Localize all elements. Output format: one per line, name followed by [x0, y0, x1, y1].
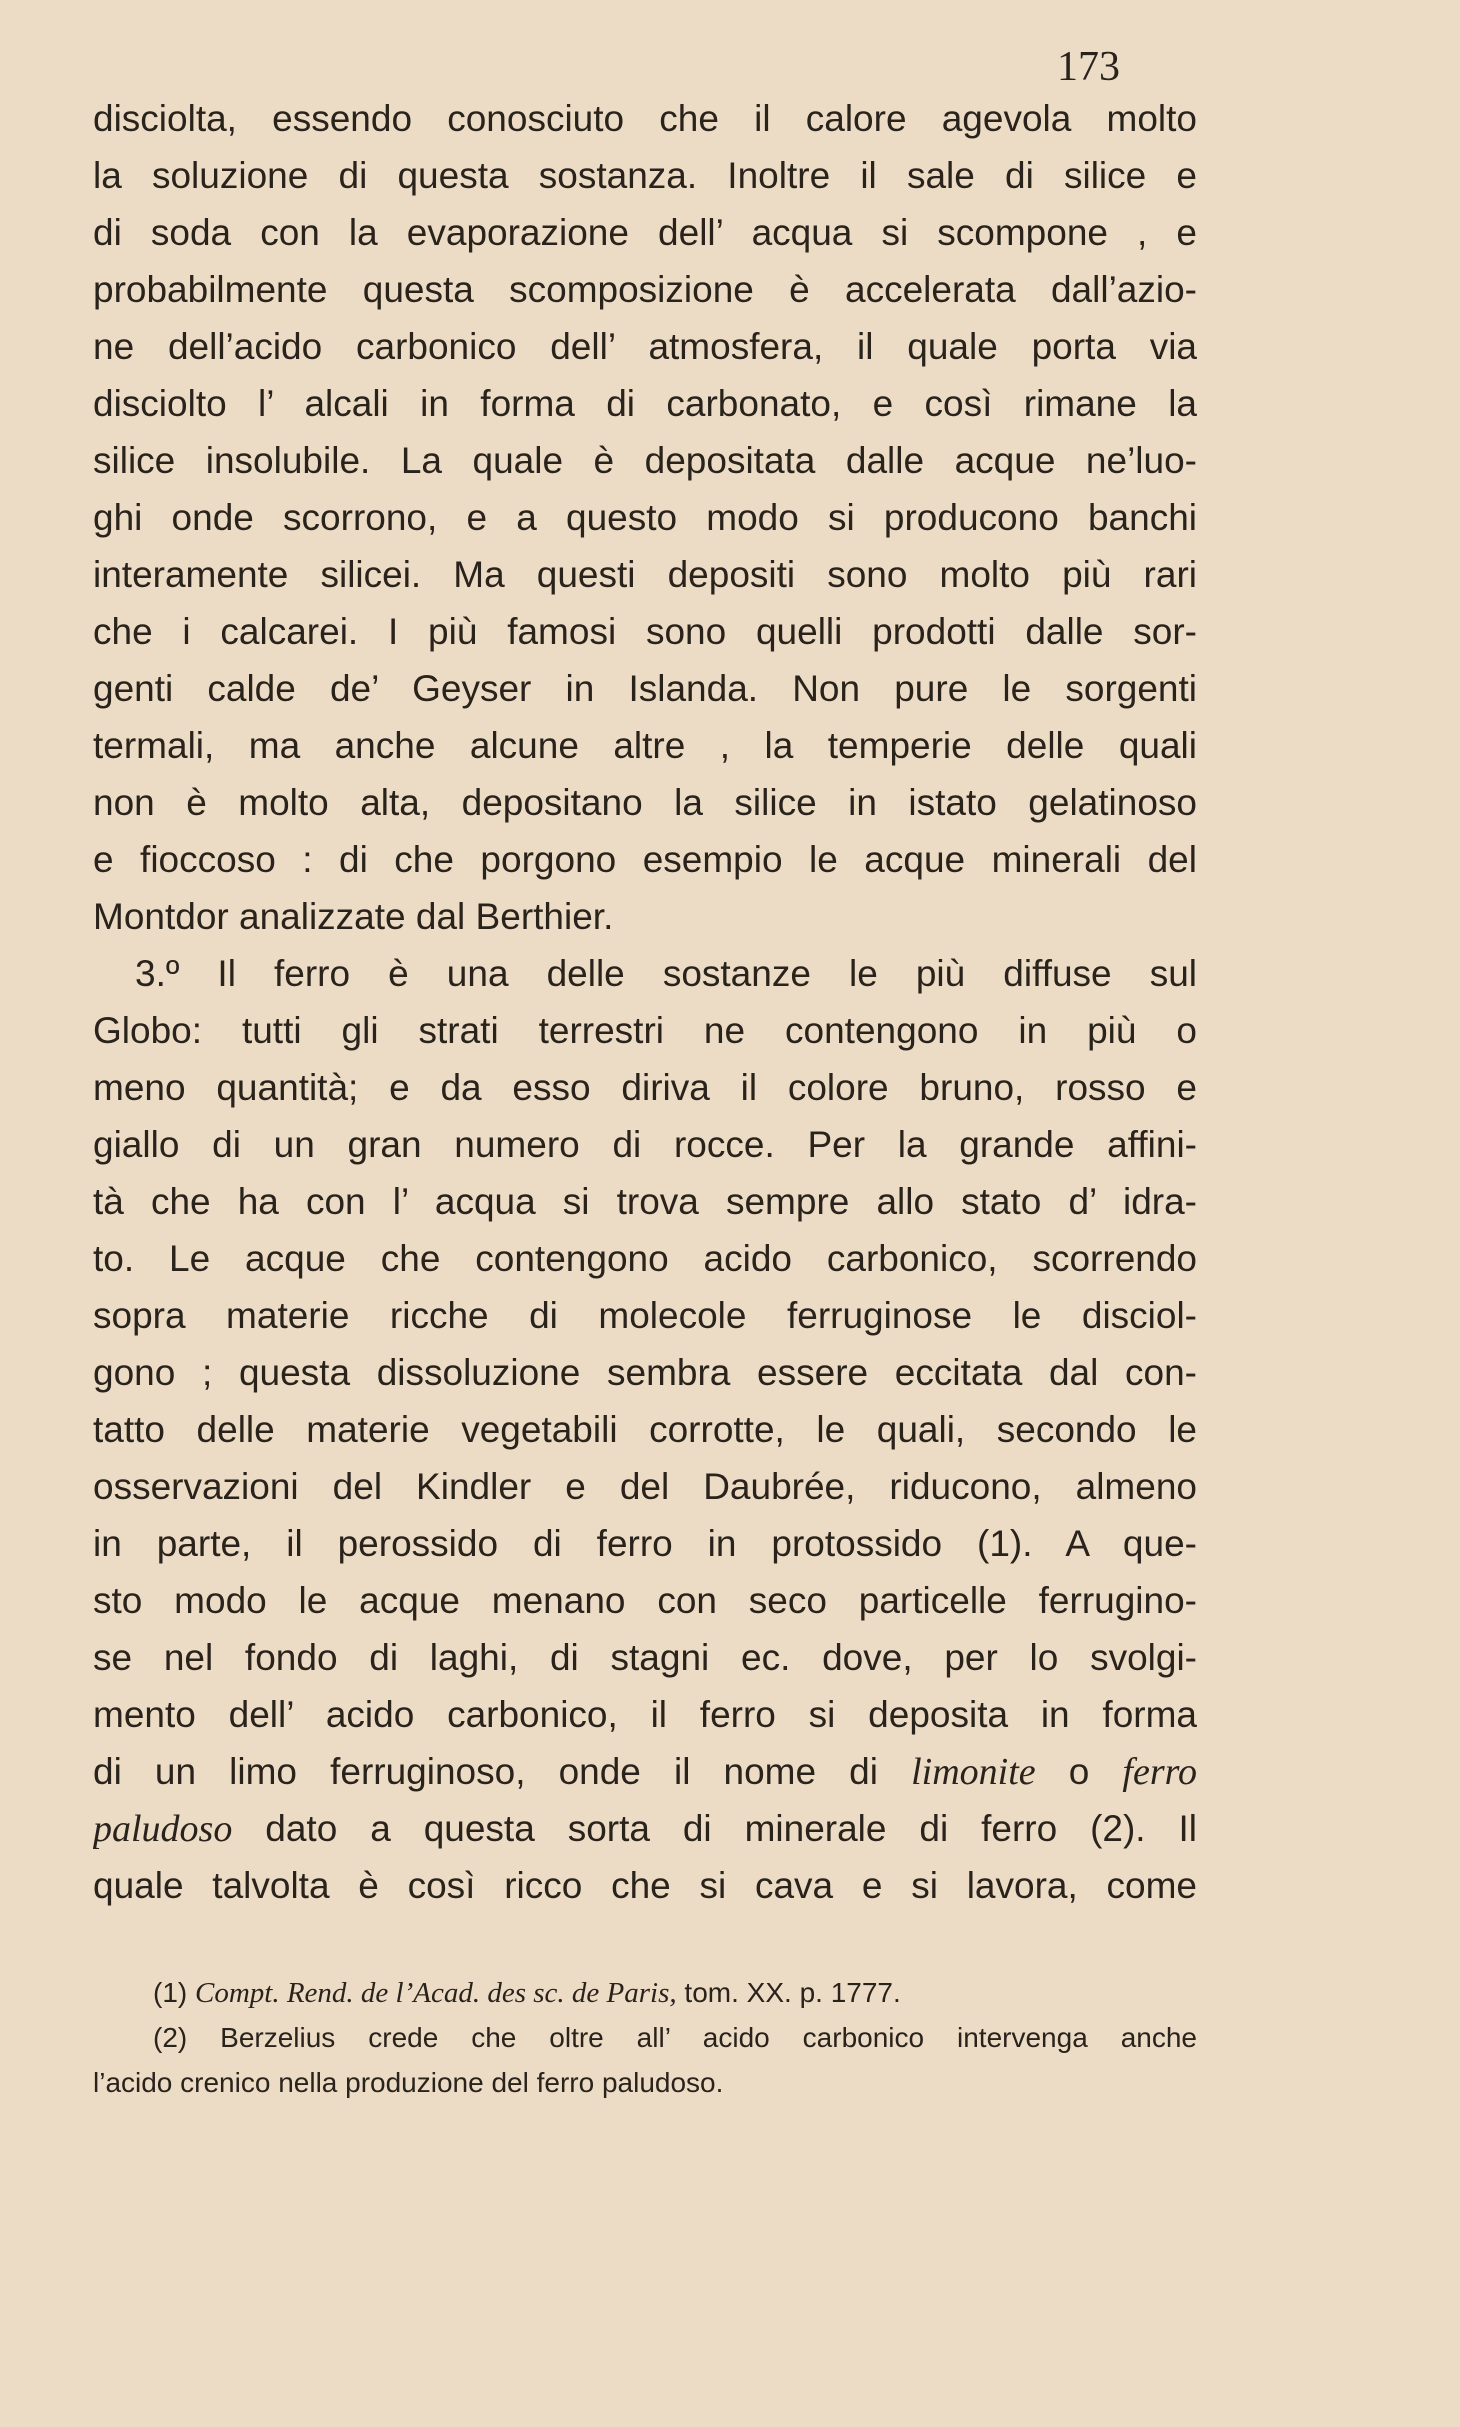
text-segment: o [1035, 1751, 1123, 1792]
footnote-1-citation: Compt. Rend. de l’Acad. des sc. de Paris, [195, 1977, 677, 2009]
text-line: silice insolubile. La quale è depositata dalle acque ne’luo- [93, 440, 1197, 481]
text-line: to. Le acque che contengono acido carbonico, scorrendo [93, 1238, 1197, 1279]
text-line: ghi onde scorrono, e a questo modo si producono banchi [93, 497, 1197, 538]
text-line: gono ; questa dissoluzione sembra essere eccitata dal con- [93, 1352, 1197, 1393]
footnote-2-line-1: (2) Berzelius crede che oltre all’ acido carbonico intervenga anche [153, 2022, 1197, 2053]
text-line: disciolta, essendo conosciuto che il calore agevola molto [93, 98, 1197, 139]
text-line: genti calde de’ Geyser in Islanda. Non pure le sorgenti [93, 668, 1197, 709]
text-line: termali, ma anche alcune altre , la temperie delle quali [93, 725, 1197, 766]
text-line: se nel fondo di laghi, di stagni ec. dove, per lo svolgi- [93, 1637, 1197, 1678]
text-line: di soda con la evaporazione dell’ acqua si scompone , e [93, 212, 1197, 253]
italic-term-paludoso: paludoso [93, 1808, 233, 1850]
text-line: sto modo le acque menano con seco particelle ferrugino- [93, 1580, 1197, 1621]
text-line: la soluzione di questa sostanza. Inoltre il sale di silice e [93, 155, 1197, 196]
text-line: ne dell’acido carbonico dell’ atmosfera, il quale porta via [93, 326, 1197, 367]
text-line: Globo: tutti gli strati terrestri ne contengono in più o [93, 1010, 1197, 1051]
text-segment: dato a questa sorta di minerale di ferro (2). Il [232, 1808, 1197, 1849]
text-segment: di un limo ferruginoso, onde il nome di [93, 1751, 912, 1792]
text-line: quale talvolta è così ricco che si cava e si lavora, come [93, 1865, 1197, 1906]
italic-term-ferro: ferro [1122, 1751, 1197, 1793]
footnote-marker: (1) [153, 1977, 195, 2008]
text-line: probabilmente questa scomposizione è accelerata dall’azio- [93, 269, 1197, 310]
text-line: interamente silicei. Ma questi depositi sono molto più rari [93, 554, 1197, 595]
footnote-1-rest: tom. XX. p. 1777. [676, 1977, 901, 2008]
text-line: mento dell’ acido carbonico, il ferro si deposita in forma [93, 1694, 1197, 1735]
italic-term-limonite: limonite [911, 1751, 1036, 1793]
text-line: non è molto alta, depositano la silice in istato gelatinoso [93, 782, 1197, 823]
text-line: in parte, il perossido di ferro in protossido (1). A que- [93, 1523, 1197, 1564]
text-line: sopra materie ricche di molecole ferruginose le disciol- [93, 1295, 1197, 1336]
text-line: e fioccoso : di che porgono esempio le acque minerali del [93, 839, 1197, 880]
footnote-1 [93, 1970, 1197, 2015]
text-line: tà che ha con l’ acqua si trova sempre allo stato d’ idra- [93, 1181, 1197, 1222]
page-number: 173 [1057, 44, 1120, 90]
footnote-2-line-2: l’acido crenico nella produzione del ferro paludoso. [93, 2067, 724, 2098]
text-line-with-italics [93, 1743, 1197, 1800]
text-line: osservazioni del Kindler e del Daubrée, riducono, almeno [93, 1466, 1197, 1507]
footnotes [93, 1970, 1197, 2105]
text-line: Montdor analizzate dal Berthier. [93, 896, 614, 937]
text-line: disciolto l’ alcali in forma di carbonato, e così rimane la [93, 383, 1197, 424]
text-line: giallo di un gran numero di rocce. Per la grande affini- [93, 1124, 1197, 1165]
text-line: che i calcarei. I più famosi sono quelli prodotti dalle sor- [93, 611, 1197, 652]
text-line: meno quantità; e da esso diriva il colore bruno, rosso e [93, 1067, 1197, 1108]
paragraph-start-line: 3.º Il ferro è una delle sostanze le più diffuse sul [135, 953, 1197, 994]
text-line: tatto delle materie vegetabili corrotte, le quali, secondo le [93, 1409, 1197, 1450]
body-text [93, 90, 1197, 1914]
text-line-with-italics [93, 1800, 1197, 1857]
